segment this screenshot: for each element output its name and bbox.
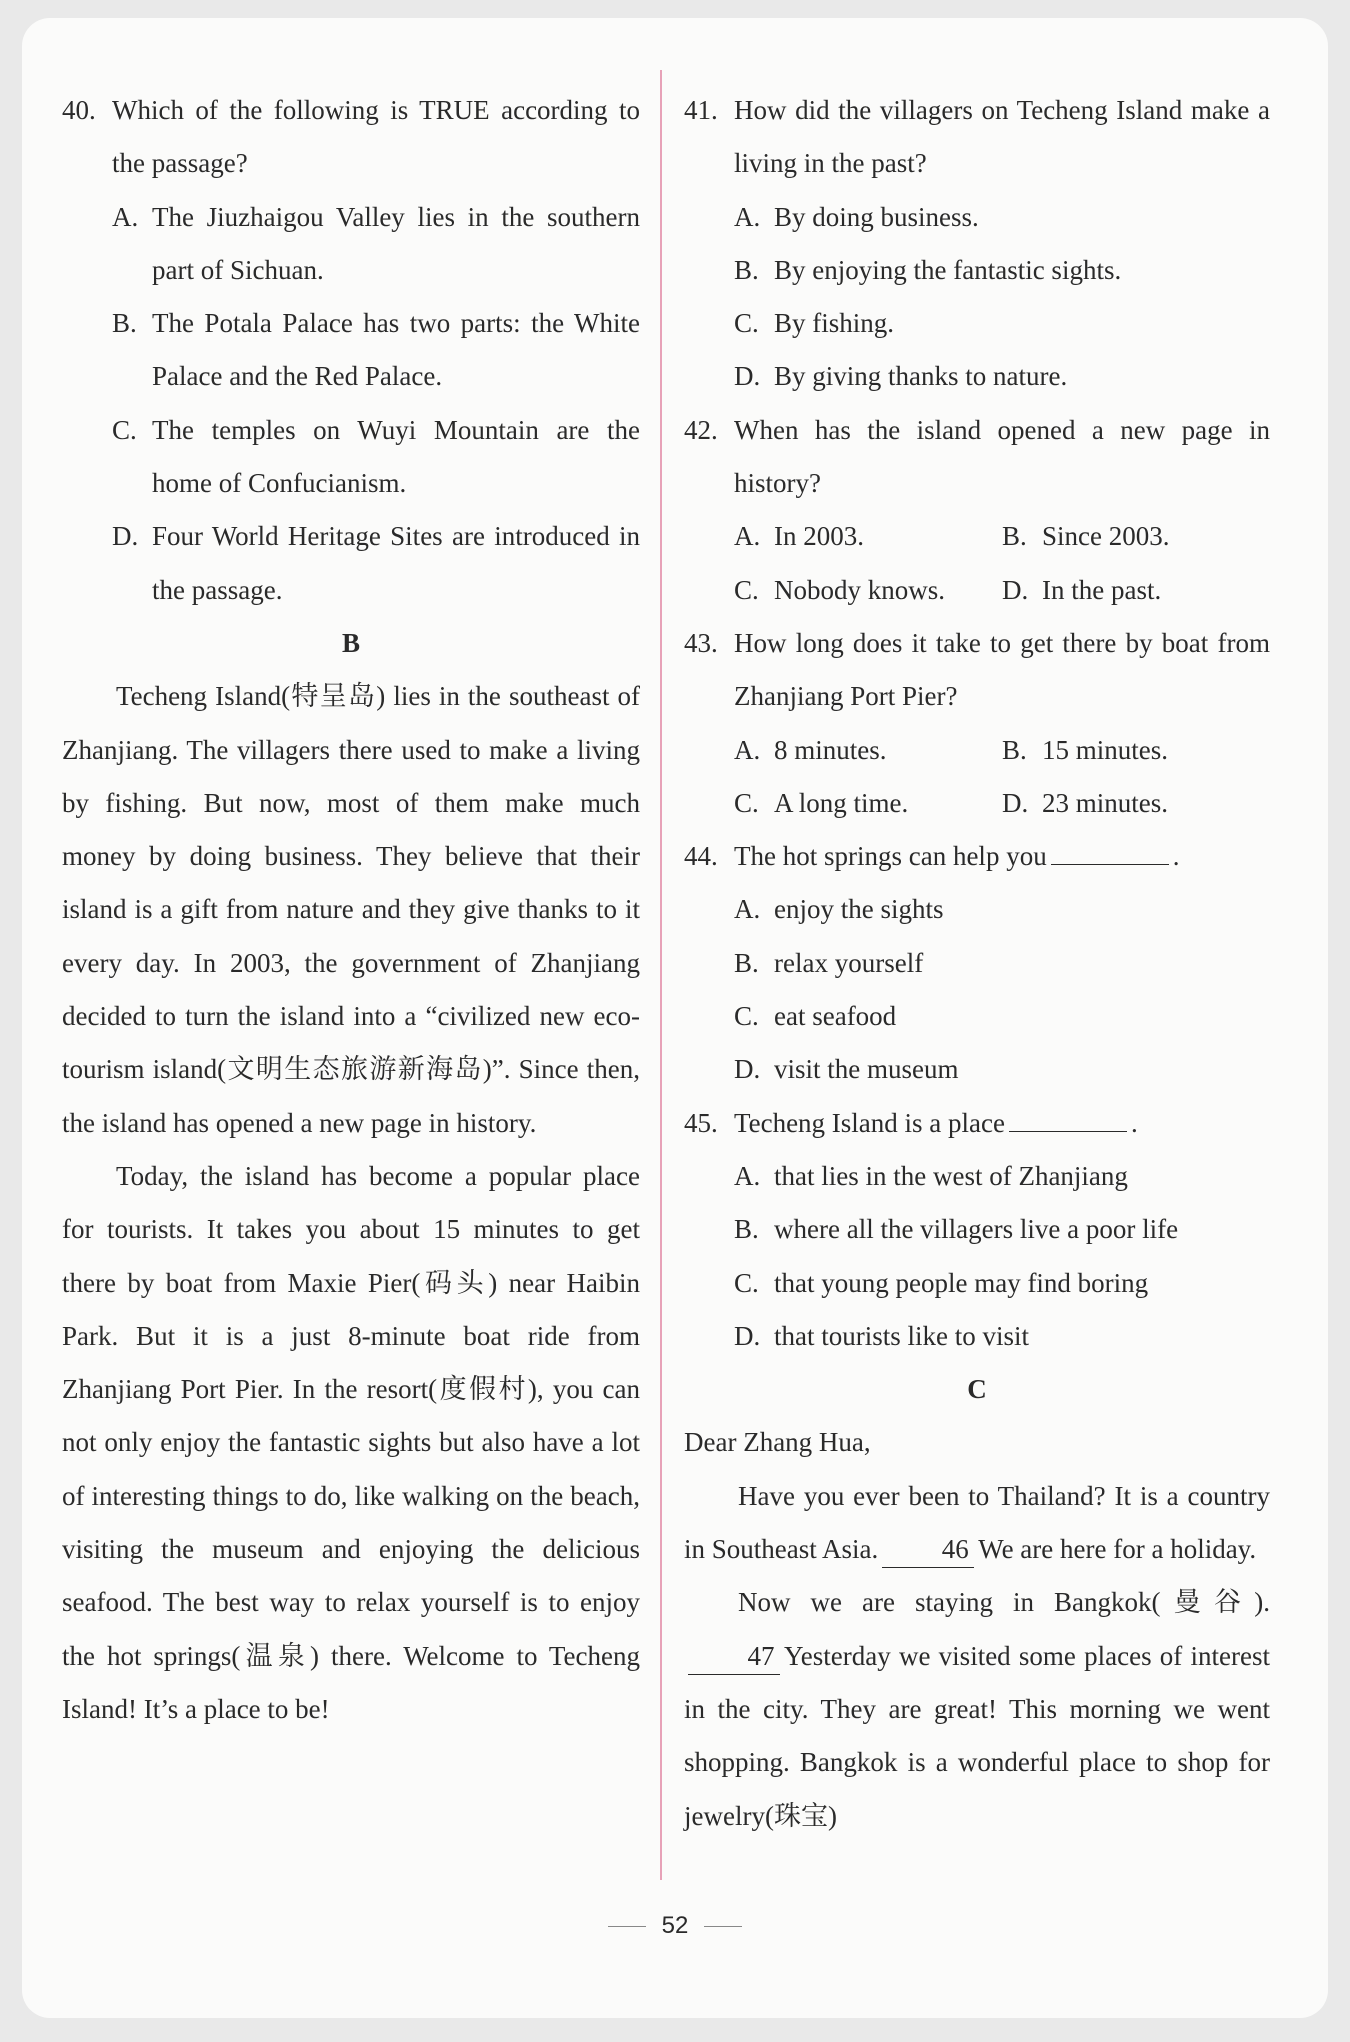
- option-a: [734, 724, 1002, 777]
- question-40: [62, 84, 640, 191]
- option-label: C.: [734, 1267, 759, 1298]
- letter-text: Have you ever been to Thailand? It is a country in Southeast Asia.: [684, 1480, 1270, 1565]
- option-label: D.: [734, 1054, 761, 1085]
- option-label: D.: [112, 521, 139, 552]
- option-label: B.: [1002, 734, 1027, 765]
- answer-blank: [1051, 834, 1169, 865]
- question-stem: How did the villagers on Techeng Island make a living in the past?: [734, 95, 1270, 179]
- page-footer: [0, 1912, 1350, 1940]
- option-row: [684, 510, 1270, 563]
- passage-paragraph: Today, the island has become a popular place for tourists. It takes you about 15 minutes to get there by boat from Maxie Pier(码头) near Haibin Park. But it is a just 8-minute boat ride from Zhanjiang Port Pier. In the resort(度假村), you can not only enjoy the fantastic sights but also have a lot of interesting things to do, like walking on the beach, visiting the museum and enjoying the delicious seafood. The best way to relax yourself is to enjoy the hot springs(温泉) there. Welcome to Techeng Island! It’s a place to be!: [62, 1160, 640, 1724]
- page-number: 52: [661, 1912, 689, 1939]
- question-43: [684, 617, 1270, 724]
- option-row: [684, 777, 1270, 830]
- option-label: A.: [734, 1160, 761, 1191]
- option-text: relax yourself: [774, 947, 924, 978]
- option-text: In 2003.: [774, 521, 864, 552]
- option-text: A long time.: [774, 787, 909, 818]
- option-text: Since 2003.: [1042, 521, 1170, 552]
- letter-text: Now we are staying in Bangkok(曼谷).: [738, 1587, 1270, 1618]
- option-c: [62, 404, 640, 511]
- option-text: By giving thanks to nature.: [774, 361, 1068, 392]
- question-stem: Techeng Island is a place: [734, 1107, 1005, 1138]
- option-text: visit the museum: [774, 1054, 959, 1085]
- option-label: B.: [734, 947, 759, 978]
- option-text: enjoy the sights: [774, 894, 944, 925]
- answer-blank: [1009, 1101, 1127, 1132]
- letter-paragraph: [684, 1470, 1270, 1577]
- option-a: [734, 510, 1002, 563]
- option-label: C.: [734, 787, 759, 818]
- option-d: [684, 1043, 1270, 1096]
- stem-end: .: [1131, 1107, 1138, 1138]
- option-c: [734, 777, 1002, 830]
- stem-end: .: [1172, 841, 1180, 872]
- option-c: [684, 297, 1270, 350]
- option-label: B.: [734, 1214, 759, 1245]
- option-label: B.: [1002, 521, 1027, 552]
- option-text: The temples on Wuyi Mountain are the home of Confucianism.: [152, 414, 640, 499]
- option-a: [684, 883, 1270, 936]
- option-label: C.: [734, 308, 759, 339]
- option-text: that lies in the west of Zhanjiang: [774, 1160, 1128, 1191]
- option-label: B.: [112, 308, 137, 339]
- question-stem-wrap: [734, 830, 1270, 883]
- option-label: D.: [1002, 574, 1029, 605]
- question-stem: How long does it take to get there by boat from Zhanjiang Port Pier?: [734, 627, 1270, 712]
- option-d: [684, 350, 1270, 403]
- option-label: C.: [112, 414, 137, 445]
- option-b: [62, 297, 640, 404]
- column-divider: [660, 70, 662, 1880]
- section-heading-b: B: [341, 627, 360, 658]
- cloze-blank-47: 47: [688, 1638, 780, 1675]
- letter-text: Yesterday we visited some places of interest in the city. They are great! This morning we went shopping. Bangkok is a wonderful place to shop for jewelry(珠宝): [684, 1640, 1270, 1831]
- option-text: By enjoying the fantastic sights.: [774, 254, 1122, 285]
- option-text: Nobody knows.: [774, 574, 946, 605]
- option-c: [734, 564, 1002, 617]
- option-label: A.: [734, 521, 761, 552]
- option-label: C.: [734, 574, 759, 605]
- option-label: A.: [734, 734, 761, 765]
- option-a: [684, 191, 1270, 244]
- letter-paragraph: [684, 1576, 1270, 1842]
- question-stem: Which of the following is TRUE according to the passage?: [112, 95, 640, 179]
- option-text: where all the villagers live a poor life: [774, 1214, 1179, 1245]
- option-label: D.: [1002, 787, 1029, 818]
- footer-dash: [704, 1926, 742, 1927]
- option-text: that tourists like to visit: [774, 1320, 1029, 1351]
- option-b: [684, 937, 1270, 990]
- question-stem: When has the island opened a new page in history?: [734, 414, 1270, 499]
- question-number: 42.: [684, 414, 718, 445]
- option-text: 23 minutes.: [1042, 787, 1168, 818]
- option-a: [62, 191, 640, 298]
- question-44: [684, 830, 1270, 883]
- question-42: [684, 404, 1270, 511]
- option-label: A.: [734, 894, 761, 925]
- question-stem: The hot springs can help you: [734, 841, 1047, 872]
- option-text: 8 minutes.: [774, 734, 887, 765]
- question-number: 40.: [62, 95, 96, 125]
- option-text: that young people may find boring: [774, 1267, 1149, 1298]
- option-b: [1002, 724, 1270, 777]
- right-column: [684, 84, 1270, 1843]
- option-d: [62, 510, 640, 617]
- option-label: A.: [112, 201, 139, 232]
- option-a: [684, 1150, 1270, 1203]
- option-d: [684, 1310, 1270, 1363]
- option-row: [684, 564, 1270, 617]
- question-number: 43.: [684, 627, 718, 658]
- section-heading-c: C: [967, 1374, 987, 1405]
- option-text: Four World Heritage Sites are introduced in the passage.: [152, 521, 640, 605]
- option-b: [684, 244, 1270, 297]
- option-c: [684, 1257, 1270, 1310]
- option-d: [1002, 564, 1270, 617]
- left-column: [62, 84, 640, 1736]
- option-text: The Jiuzhaigou Valley lies in the southern part of Sichuan.: [152, 201, 640, 285]
- option-b: [684, 1203, 1270, 1256]
- option-d: [1002, 777, 1270, 830]
- option-label: D.: [734, 361, 761, 392]
- question-45: [684, 1097, 1270, 1150]
- letter-text: We are here for a holiday.: [978, 1534, 1257, 1565]
- question-stem-wrap: [734, 1097, 1270, 1150]
- option-text: eat seafood: [774, 1001, 897, 1032]
- option-label: D.: [734, 1320, 761, 1351]
- option-text: By doing business.: [774, 201, 979, 232]
- question-number: 41.: [684, 95, 718, 125]
- option-text: In the past.: [1042, 574, 1162, 605]
- footer-dash: [608, 1926, 646, 1927]
- option-label: A.: [734, 201, 761, 232]
- option-label: C.: [734, 1001, 759, 1032]
- option-text: The Potala Palace has two parts: the White Palace and the Red Palace.: [152, 308, 640, 392]
- cloze-blank-46: 46: [882, 1531, 974, 1568]
- question-41: [684, 84, 1270, 191]
- option-c: [684, 990, 1270, 1043]
- question-number: 44.: [684, 841, 718, 872]
- passage-paragraph: Techeng Island(特呈岛) lies in the southeast of Zhanjiang. The villagers there used to make a living by fishing. But now, most of them make much money by doing business. They believe that their island is a gift from nature and they give thanks to it every day. In 2003, the government of Zhanjiang decided to turn the island into a “civilized new eco-tourism island(文明生态旅游新海岛)”. Since then, the island has opened a new page in history.: [62, 681, 640, 1138]
- option-b: [1002, 510, 1270, 563]
- option-text: 15 minutes.: [1042, 734, 1168, 765]
- option-label: B.: [734, 254, 759, 285]
- question-number: 45.: [684, 1107, 718, 1138]
- option-row: [684, 724, 1270, 777]
- letter-greeting: Dear Zhang Hua,: [684, 1427, 871, 1458]
- option-text: By fishing.: [774, 308, 895, 339]
